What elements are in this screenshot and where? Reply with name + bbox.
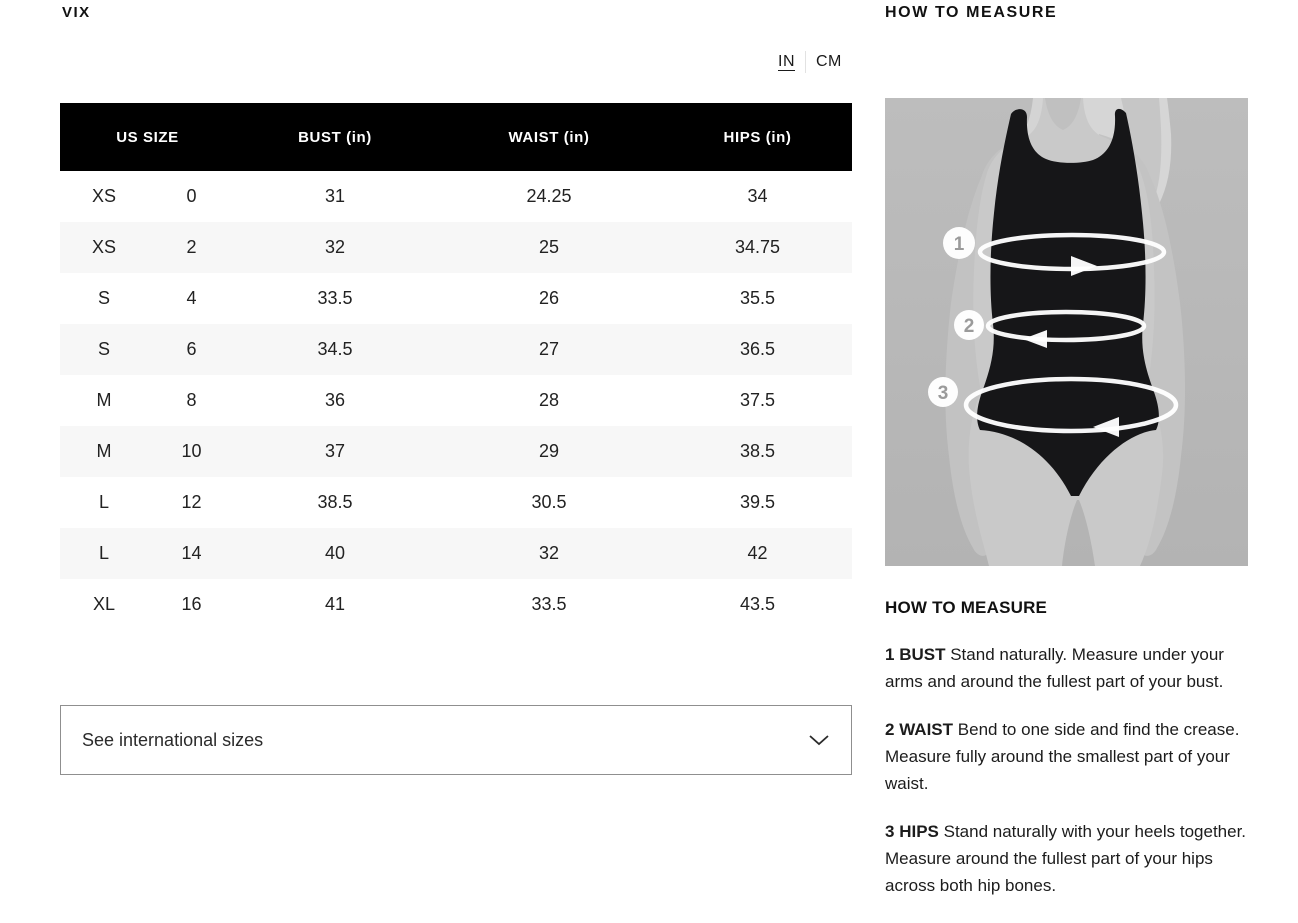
bust-cell: 34.5 bbox=[317, 339, 353, 359]
table-row bbox=[60, 273, 852, 324]
table-row bbox=[60, 579, 852, 630]
chevron-down-icon bbox=[808, 733, 830, 747]
marker-1-label: 1 bbox=[953, 234, 965, 255]
size-table-header bbox=[60, 103, 852, 171]
table-row bbox=[60, 477, 852, 528]
table-row bbox=[60, 528, 852, 579]
us-size-cell: 6 bbox=[186, 339, 197, 359]
step-text: Stand naturally with your heels together. Measure around the fullest part of your hips across both hip bones. bbox=[885, 822, 1247, 895]
header-waist: WAIST (in) bbox=[508, 128, 590, 146]
waist-cell: 26 bbox=[538, 288, 560, 308]
step-text: Stand naturally. Measure under your arms and around the fullest part of your bust. bbox=[885, 645, 1224, 691]
waist-cell: 27 bbox=[538, 339, 560, 359]
hips-cell: 42 bbox=[747, 543, 768, 563]
waist-cell: 30.5 bbox=[531, 492, 567, 512]
table-row bbox=[60, 426, 852, 477]
bust-cell: 36 bbox=[324, 390, 346, 410]
step-name: BUST bbox=[899, 645, 946, 664]
marker-3-label: 3 bbox=[937, 383, 949, 404]
unit-toggle bbox=[778, 51, 842, 73]
us-size-cell: 10 bbox=[181, 441, 202, 461]
us-size-cell: 4 bbox=[186, 288, 197, 308]
hips-cell: 43.5 bbox=[739, 594, 776, 614]
step-number: 2 bbox=[885, 720, 895, 739]
size-letter-cell: XS bbox=[91, 237, 116, 257]
hips-cell: 37.5 bbox=[739, 390, 776, 410]
hips-cell: 39.5 bbox=[739, 492, 776, 512]
bust-cell: 37 bbox=[324, 441, 346, 461]
bust-cell: 41 bbox=[324, 594, 346, 614]
measurement-figure-image bbox=[885, 98, 1248, 566]
hips-cell: 35.5 bbox=[739, 288, 776, 308]
unit-cm-link[interactable]: CM bbox=[816, 53, 842, 70]
hips-cell: 36.5 bbox=[739, 339, 776, 359]
table-row bbox=[60, 375, 852, 426]
waist-cell: 24.25 bbox=[526, 186, 572, 206]
unit-divider bbox=[805, 51, 806, 73]
hips-cell: 38.5 bbox=[739, 441, 776, 461]
waist-cell: 29 bbox=[538, 441, 560, 461]
hips-cell: 34 bbox=[747, 186, 768, 206]
measure-step-hips bbox=[885, 818, 1247, 899]
measure-step-bust bbox=[885, 641, 1247, 695]
header-hips: HIPS (in) bbox=[723, 128, 792, 146]
step-text: Bend to one side and find the crease. Measure fully around the smallest part of your waist. bbox=[885, 720, 1240, 793]
header-us-size: US SIZE bbox=[116, 128, 179, 146]
us-size-cell: 12 bbox=[181, 492, 202, 512]
step-name: HIPS bbox=[899, 822, 939, 841]
international-sizes-dropdown[interactable] bbox=[60, 705, 852, 775]
table-row bbox=[60, 324, 852, 375]
how-to-measure-heading: HOW TO MEASURE bbox=[885, 4, 1058, 21]
measure-instructions bbox=[885, 641, 1247, 920]
waist-cell: 32 bbox=[538, 543, 560, 563]
step-number: 1 bbox=[885, 645, 895, 664]
unit-in-link[interactable]: IN bbox=[778, 53, 795, 70]
waist-cell: 25 bbox=[538, 237, 560, 257]
bust-cell: 40 bbox=[324, 543, 346, 563]
waist-cell: 33.5 bbox=[531, 594, 567, 614]
us-size-cell: 14 bbox=[181, 543, 202, 563]
size-letter-cell: M bbox=[96, 441, 112, 461]
step-number: 3 bbox=[885, 822, 895, 841]
how-to-measure-subheading: HOW TO MEASURE bbox=[885, 598, 1048, 617]
bust-cell: 31 bbox=[324, 186, 346, 206]
size-table bbox=[60, 103, 852, 630]
step-name: WAIST bbox=[899, 720, 954, 739]
table-row bbox=[60, 222, 852, 273]
size-letter-cell: L bbox=[98, 543, 109, 563]
us-size-cell: 8 bbox=[186, 390, 197, 410]
hips-cell: 34.75 bbox=[734, 237, 781, 257]
size-letter-cell: L bbox=[98, 492, 109, 512]
marker-2-label: 2 bbox=[963, 316, 975, 337]
us-size-cell: 2 bbox=[186, 237, 197, 257]
size-letter-cell: XL bbox=[92, 594, 116, 614]
size-letter-cell: M bbox=[96, 390, 112, 410]
size-letter-cell: XS bbox=[91, 186, 116, 206]
bust-cell: 33.5 bbox=[317, 288, 353, 308]
size-letter-cell: S bbox=[97, 288, 110, 308]
brand-logo: VIX bbox=[62, 4, 91, 21]
table-row bbox=[60, 171, 852, 222]
bust-cell: 32 bbox=[324, 237, 346, 257]
measure-step-waist bbox=[885, 716, 1247, 797]
header-bust: BUST (in) bbox=[298, 128, 372, 146]
international-sizes-label: See international sizes bbox=[82, 729, 264, 750]
waist-cell: 28 bbox=[538, 390, 560, 410]
bust-cell: 38.5 bbox=[317, 492, 353, 512]
us-size-cell: 16 bbox=[181, 594, 202, 614]
us-size-cell: 0 bbox=[186, 186, 197, 206]
size-letter-cell: S bbox=[97, 339, 110, 359]
